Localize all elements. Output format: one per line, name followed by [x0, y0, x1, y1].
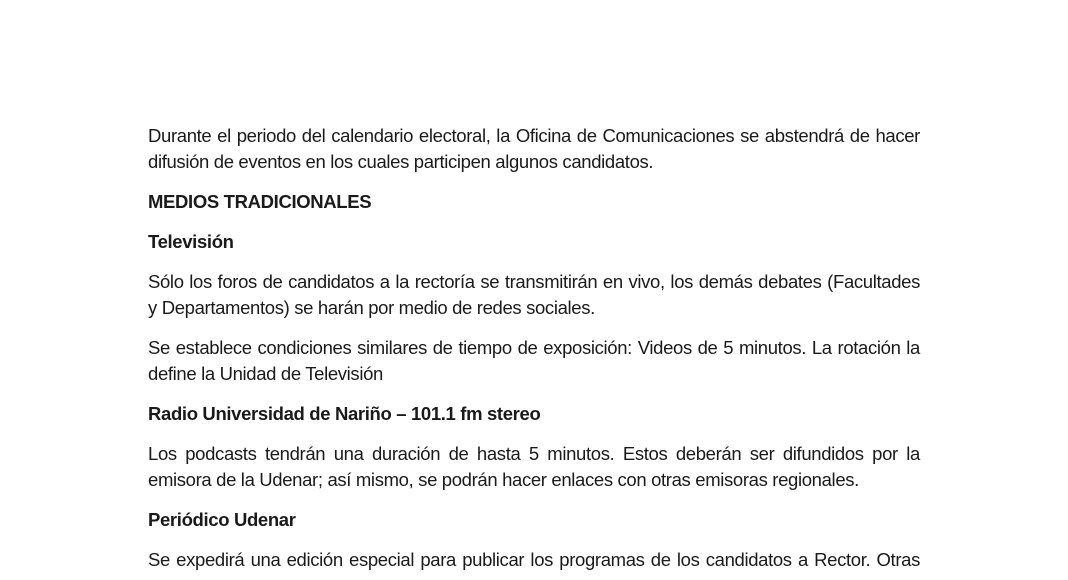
document-body: [148, 123, 920, 573]
subheading-television: Televisión: [148, 231, 234, 252]
periodico-paragraph: Se expedirá una edición especial para publicar los programas de los candidatos a Rector. Otras: [148, 549, 920, 570]
intro-paragraph: Durante el periodo del calendario electoral, la Oficina de Comunicaciones se abstendrá de hacer difusión de eventos en los cuales participen algunos candidatos.: [148, 125, 920, 172]
subheading-radio: Radio Universidad de Nariño – 101.1 fm stereo: [148, 403, 541, 424]
radio-paragraph: Los podcasts tendrán una duración de hasta 5 minutos. Estos deberán ser difundidos por la emisora de la Udenar; así mismo, se podrán hacer enlaces con otras emisoras regionales.: [148, 443, 920, 490]
section-heading-medios-tradicionales: MEDIOS TRADICIONALES: [148, 191, 372, 212]
subheading-periodico: Periódico Udenar: [148, 509, 296, 530]
television-paragraph-1: Sólo los foros de candidatos a la rectoría se transmitirán en vivo, los demás debates (Facultades y Departamentos) se harán por medio de redes sociales.: [148, 271, 920, 318]
television-paragraph-2: Se establece condiciones similares de tiempo de exposición: Videos de 5 minutos. La rotación la define la Unidad de Televisión: [148, 337, 920, 384]
